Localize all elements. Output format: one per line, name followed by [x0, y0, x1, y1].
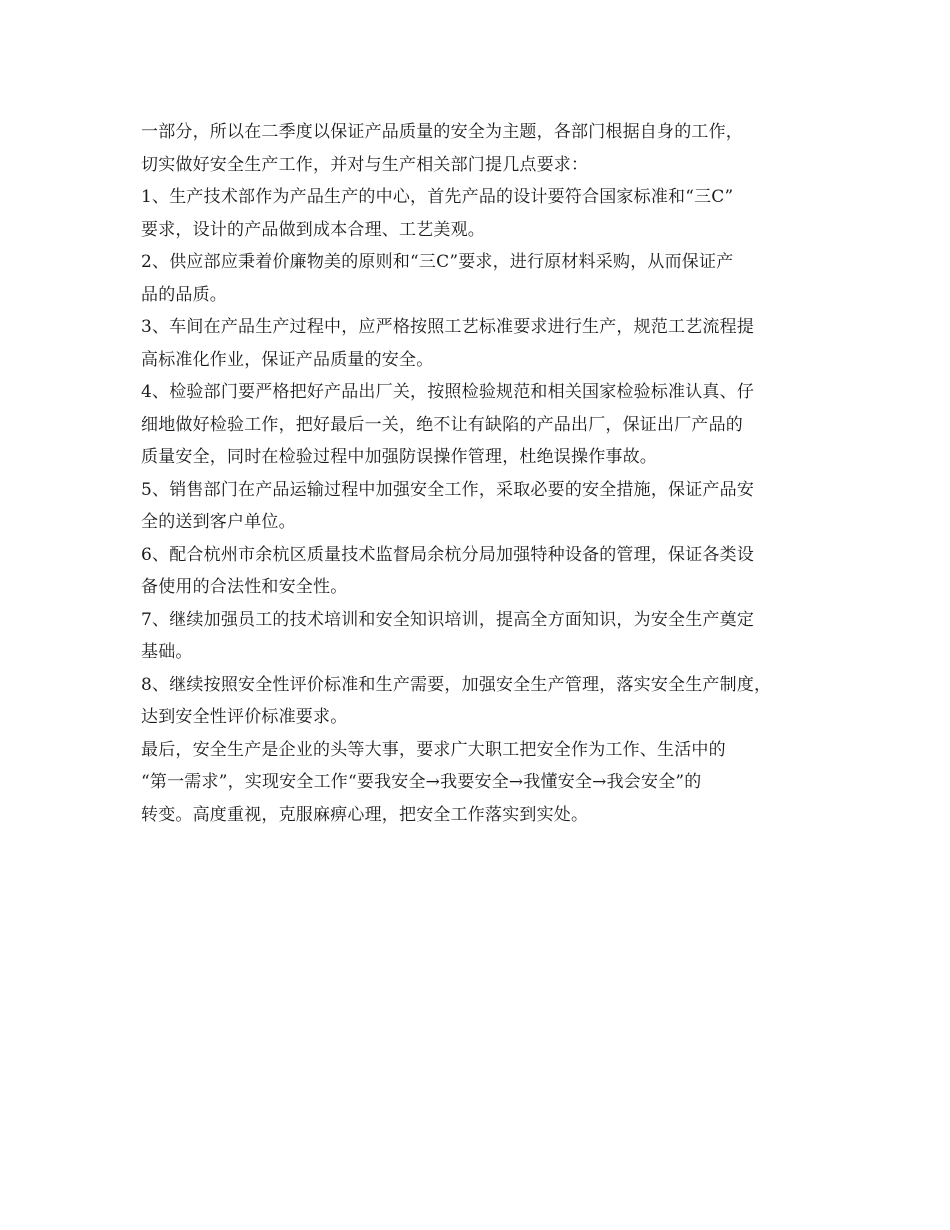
- text-line: 转变。高度重视，克服麻痹心理，把安全工作落实到实处。: [141, 804, 589, 825]
- text-line: 细地做好检验工作，把好最后一关，绝不让有缺陷的产品出厂，保证出厂产品的: [141, 414, 743, 435]
- text-line: 高标准化作业，保证产品质量的安全。: [141, 349, 434, 370]
- text-line: 6、配合杭州市余杭区质量技术监督局余杭分局加强特种设备的管理，保证各类设: [141, 544, 755, 565]
- document-body: [141, 116, 813, 831]
- text-line: 切实做好安全生产工作，并对与生产相关部门提几点要求：: [141, 154, 589, 175]
- text-line: 质量安全，同时在检验过程中加强防误操作管理，杜绝误操作事故。: [141, 447, 657, 467]
- text-line: 全的送到客户单位。: [141, 512, 296, 532]
- text-line: 5、销售部门在产品运输过程中加强安全工作，采取必要的安全措施，保证产品安: [141, 479, 755, 500]
- text-line: “第一需求”，实现安全工作“要我安全→我要安全→我懂安全→我会安全”的: [141, 772, 702, 792]
- text-line: 4、检验部门要严格把好产品出厂关，按照检验规范和相关国家检验标准认真、仔: [141, 382, 755, 402]
- text-line: 达到安全性评价标准要求。: [141, 707, 348, 727]
- text-line: 7、继续加强员工的技术培训和安全知识培训，提高全方面知识，为安全生产奠定: [141, 609, 755, 630]
- text-line: 品的品质。: [141, 284, 227, 305]
- text-line: 1、生产技术部作为产品生产的中心，首先产品的设计要符合国家标准和“三C”: [141, 187, 734, 207]
- text-line: 8、继续按照安全性评价标准和生产需要，加强安全生产管理，落实安全生产制度，: [141, 674, 772, 695]
- text-line: 基础。: [141, 642, 193, 662]
- text-line: 一部分，所以在二季度以保证产品质量的安全为主题，各部门根据自身的工作，: [141, 122, 743, 142]
- text-line: 备使用的合法性和安全性。: [141, 577, 348, 597]
- text-line: 2、供应部应秉着价廉物美的原则和“三C”要求，进行原材料采购，从而保证产: [141, 252, 734, 272]
- text-line: 最后，安全生产是企业的头等大事，要求广大职工把安全作为工作、生活中的: [141, 739, 726, 760]
- text-line: 3、车间在产品生产过程中，应严格按照工艺标准要求进行生产，规范工艺流程提: [141, 317, 755, 337]
- text-line: 要求，设计的产品做到成本合理、工艺美观。: [141, 219, 485, 240]
